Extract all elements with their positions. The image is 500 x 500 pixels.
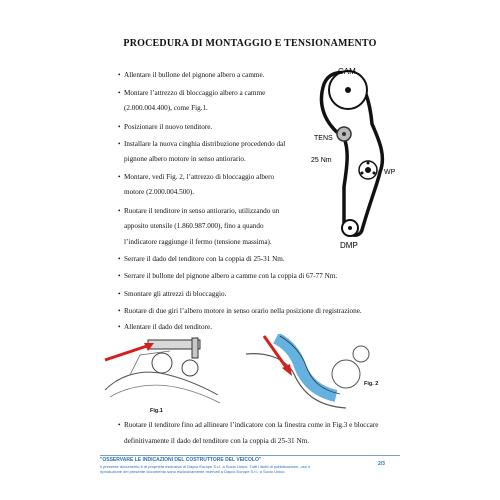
bullet-icon: • [118, 89, 121, 97]
dmp-label: DMP [340, 241, 358, 250]
timing-belt-diagram [300, 62, 410, 254]
step-2-line-2: (2.000.004.400), come Fig.1. [124, 104, 208, 112]
wp-label: WP [384, 169, 396, 176]
step-3: Posizionare il nuovo tenditore. [124, 123, 213, 131]
footer-line-1: Il presente documento è di proprietà esclusiva di Dayco Europe S.r.l. a Socio Unico. Tutti i diritti di pubblicazione, uso e [100, 464, 311, 469]
footer-title: "OSSERVARE LE INDICAZIONI DEL COSTRUTTORE DEL VEICOLO" [100, 457, 262, 463]
footer-line-2: riproduzione del presente documento sono esclusivamente riservati a Dayco Europe S.r.l. a Socio Unico. [100, 469, 286, 474]
fig1-label: Fig.1 [150, 408, 163, 414]
bullet-icon: • [118, 290, 121, 298]
bullet-icon: • [118, 255, 121, 263]
arrow-red-icon [105, 345, 150, 360]
step-8: Serrare il bullone del pignone albero a camme con la coppia di 67-77 Nm. [124, 272, 338, 280]
step-6-line-1: Ruotare il tenditore in senso antiorario, utilizzando un [124, 207, 280, 215]
bullet-icon: • [118, 307, 121, 315]
tens-label: TENS [314, 135, 333, 142]
step-5-line-1: Montare, vedi Fig. 2, l’attrezzo di bloccaggio albero [124, 173, 275, 181]
bullet-icon: • [118, 123, 121, 131]
step-6-line-2: apposito utensile (1.860.987.000), fino a quando [124, 222, 264, 230]
page-title: PROCEDURA DI MONTAGGIO E TENSIONAMENTO [123, 38, 377, 49]
step-2-line-1: Montare l’attrezzo di bloccaggio albero a camme [124, 89, 266, 97]
cam-label: CAM [338, 67, 356, 76]
torque-label: 25 Nm [311, 157, 332, 164]
bullet-icon: • [118, 140, 121, 148]
step-4-line-1: Installare la nuova cinghia distribuzione procedendo dal [124, 140, 286, 148]
step-12-line-1: Ruotare il tenditore fino ad allineare l’indicatore con la finestra come in Fig.3 e bloccare [124, 421, 379, 429]
fig2-illustration [236, 334, 381, 410]
step-11: Allentare il dado del tenditore. [124, 323, 213, 331]
step-12-line-2: definitivamente il dado del tenditore con la coppia di 25-31 Nm. [124, 437, 310, 445]
fig1-illustration [100, 335, 225, 405]
footer-disclaimer [100, 464, 380, 474]
step-4-line-2: pignone albero motore in senso antiorario. [124, 155, 246, 163]
step-9: Smontare gli attrezzi di bloccaggio. [124, 290, 227, 298]
bullet-icon: • [118, 323, 121, 331]
step-7: Serrare il dado del tenditore con la coppia di 25-31 Nm. [124, 255, 285, 263]
page-number: 2/3 [378, 461, 385, 467]
step-5-line-2: motore (2.000.004.500). [124, 188, 195, 196]
step-1: Allentare il bullone del pignone albero a camme. [124, 71, 265, 79]
footer-divider [100, 455, 400, 456]
fig2-label: Fig. 2 [364, 381, 379, 387]
bullet-icon: • [118, 421, 121, 429]
bullet-icon: • [118, 71, 121, 79]
step-10: Ruotare di due giri l’albero motore in senso orario nella posizione di registrazione. [124, 307, 362, 315]
bullet-icon: • [118, 272, 121, 280]
step-6-line-3: l’indicatore raggiunge il fermo (tensione massima). [124, 238, 272, 246]
bullet-icon: • [118, 207, 121, 215]
bullet-icon: • [118, 173, 121, 181]
